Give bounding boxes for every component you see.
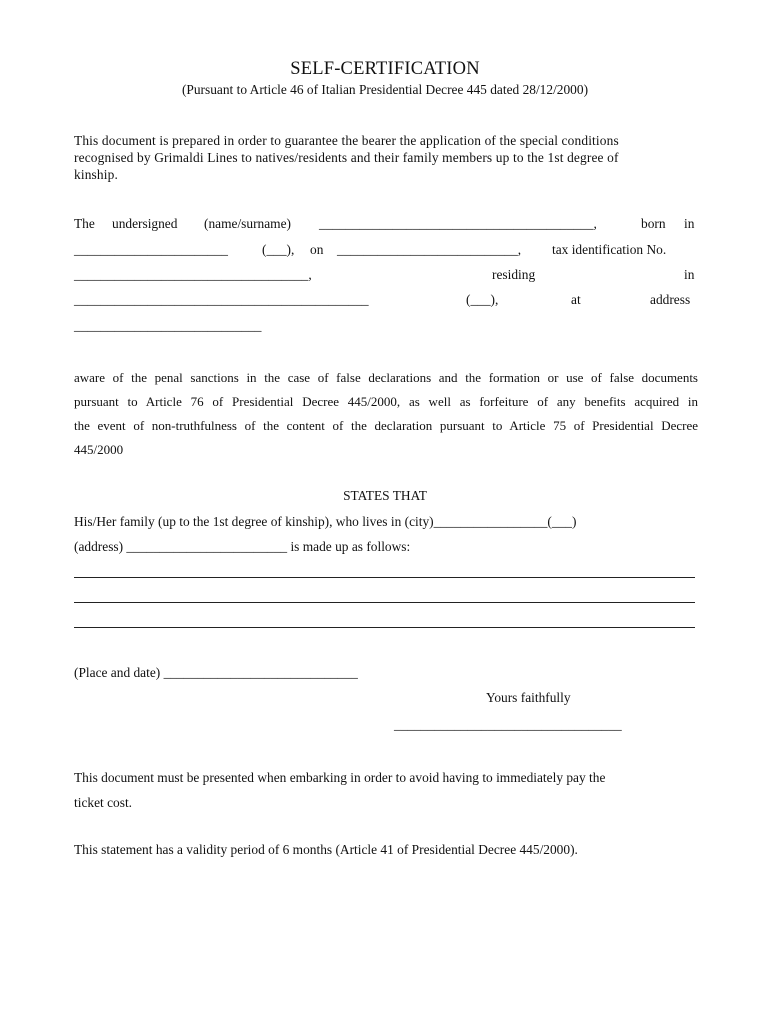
document-title: SELF-CERTIFICATION — [290, 59, 480, 79]
awareness-line: pursuant to Article 76 of Presidential Decree 445/2000, as well as forfeiture of any benefits acquired in — [74, 394, 698, 409]
declarant-row-name — [74, 216, 698, 234]
word-on: on — [310, 242, 324, 257]
awareness-line: aware of the penal sanctions in the case of false declarations and the formation or use of false documents — [74, 370, 698, 385]
name-surname-field[interactable]: _________________________________________, — [319, 216, 597, 231]
family-members-line[interactable] — [74, 627, 695, 628]
notice-line: This document must be presented when embarking in order to avoid having to immediately pay the — [74, 770, 606, 785]
notice-paragraph — [74, 765, 698, 815]
declarant-row-residence — [74, 292, 698, 310]
word-born: born — [641, 216, 666, 231]
signature-field[interactable]: __________________________________ — [394, 717, 622, 732]
word-in: in — [684, 216, 695, 231]
residence-field[interactable]: ____________________________________________ — [74, 292, 369, 307]
validity-statement: This statement has a validity period of 6 months (Article 41 of Presidential Decree 445/2000). — [74, 842, 578, 857]
awareness-line: 445/2000 — [74, 442, 124, 457]
label-tax-id: tax identification No. — [552, 242, 667, 257]
declarant-row-tax — [74, 267, 698, 285]
word-residing: residing — [492, 267, 536, 282]
intro-line: This document is prepared in order to guarantee the bearer the application of the special conditions — [74, 133, 619, 148]
family-city-line[interactable]: His/Her family (up to the 1st degree of kinship), who lives in (city)_________________(___) — [74, 514, 577, 529]
family-members-line[interactable] — [74, 577, 695, 578]
intro-line: kinship. — [74, 167, 118, 182]
residence-province-field[interactable]: (___), — [466, 292, 499, 307]
birthdate-field[interactable]: ___________________________, — [337, 242, 522, 257]
birth-province-field[interactable]: (___), — [262, 242, 295, 257]
states-that-heading: STATES THAT — [343, 488, 427, 503]
address-field[interactable]: ____________________________ — [74, 318, 262, 333]
notice-line: ticket cost. — [74, 795, 133, 810]
word-address: address — [650, 292, 691, 307]
word-undersigned: undersigned — [112, 216, 178, 231]
family-address-line[interactable]: (address) ________________________ is made up as follows: — [74, 539, 411, 554]
document-subtitle: (Pursuant to Article 46 of Italian Presidential Decree 445 dated 28/12/2000) — [181, 82, 589, 97]
tax-id-field[interactable]: ___________________________________, — [74, 267, 312, 282]
word-the: The — [74, 216, 95, 231]
awareness-paragraph — [74, 366, 698, 462]
place-date-field[interactable]: (Place and date) _____________________________ — [74, 665, 358, 680]
family-members-line[interactable] — [74, 602, 695, 603]
label-name-surname: (name/surname) — [204, 216, 291, 231]
word-in: in — [684, 267, 695, 282]
awareness-line: the event of non-truthfulness of the content of the declaration pursuant to Article 75 of Presidential Decree — [74, 418, 698, 433]
intro-line: recognised by Grimaldi Lines to natives/residents and their family members up to the 1st degree of — [74, 150, 619, 165]
closing-text: Yours faithfully — [486, 690, 571, 705]
word-at: at — [571, 292, 581, 307]
declarant-row-address — [74, 318, 698, 336]
birthplace-field[interactable]: _______________________ — [74, 242, 228, 257]
intro-paragraph — [74, 132, 698, 183]
declarant-row-birth — [74, 242, 698, 260]
